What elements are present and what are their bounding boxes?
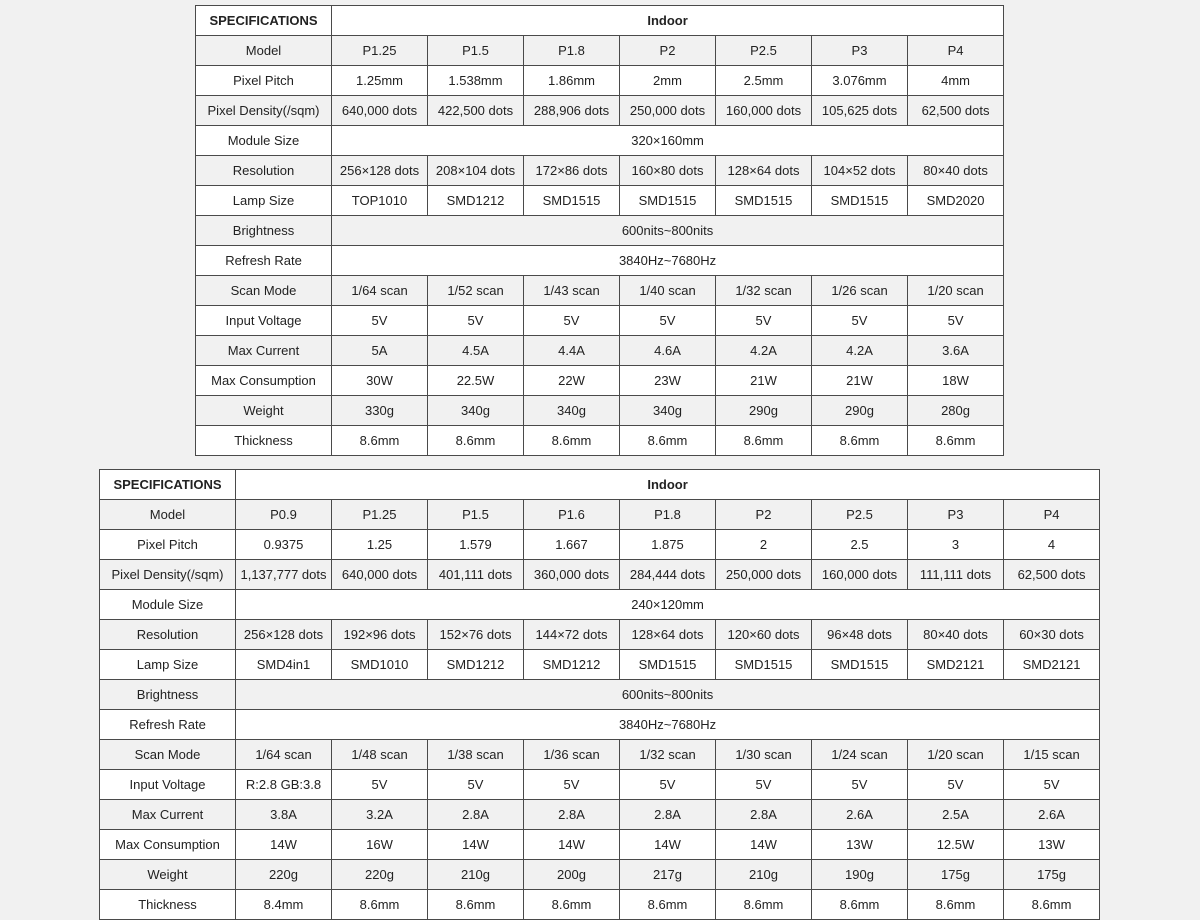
header-row	[196, 6, 1004, 36]
value-cell: 5V	[524, 770, 620, 800]
spanning-value-cell: 3840Hz~7680Hz	[332, 246, 1004, 276]
value-cell: 1/32 scan	[620, 740, 716, 770]
value-cell: 640,000 dots	[332, 560, 428, 590]
value-cell: 5V	[716, 306, 812, 336]
spanning-value-cell: 600nits~800nits	[332, 216, 1004, 246]
value-cell: 5V	[812, 770, 908, 800]
row-input-voltage	[100, 770, 1100, 800]
row-input-voltage	[196, 306, 1004, 336]
value-cell: 1/20 scan	[908, 276, 1004, 306]
value-cell: 1/32 scan	[716, 276, 812, 306]
value-cell: 8.6mm	[812, 890, 908, 920]
row-pixel-pitch	[100, 530, 1100, 560]
row-label: Pixel Pitch	[100, 530, 236, 560]
value-cell: 1.579	[428, 530, 524, 560]
value-cell: 22W	[524, 366, 620, 396]
spanning-value-cell: 3840Hz~7680Hz	[236, 710, 1100, 740]
value-cell: 14W	[428, 830, 524, 860]
row-weight	[196, 396, 1004, 426]
row-label: Lamp Size	[196, 186, 332, 216]
value-cell: 5V	[908, 306, 1004, 336]
value-cell: 330g	[332, 396, 428, 426]
value-cell: 1/24 scan	[812, 740, 908, 770]
row-label: Model	[100, 500, 236, 530]
value-cell: 120×60 dots	[716, 620, 812, 650]
row-model	[100, 500, 1100, 530]
value-cell: 290g	[812, 396, 908, 426]
value-cell: 30W	[332, 366, 428, 396]
value-cell: 5V	[332, 770, 428, 800]
value-cell: P4	[1004, 500, 1100, 530]
value-cell: P2.5	[716, 36, 812, 66]
value-cell: 2.5	[812, 530, 908, 560]
value-cell: 14W	[236, 830, 332, 860]
value-cell: 22.5W	[428, 366, 524, 396]
row-label: Scan Mode	[100, 740, 236, 770]
row-label: Resolution	[100, 620, 236, 650]
row-refresh-rate	[100, 710, 1100, 740]
value-cell: 4.6A	[620, 336, 716, 366]
row-label: Weight	[100, 860, 236, 890]
value-cell: 2mm	[620, 66, 716, 96]
value-cell: 250,000 dots	[716, 560, 812, 590]
row-label: Thickness	[196, 426, 332, 456]
value-cell: 152×76 dots	[428, 620, 524, 650]
value-cell: 62,500 dots	[1004, 560, 1100, 590]
row-module-size	[100, 590, 1100, 620]
value-cell: SMD1515	[812, 650, 908, 680]
value-cell: 256×128 dots	[236, 620, 332, 650]
row-label: Pixel Density(/sqm)	[100, 560, 236, 590]
row-max-current	[196, 336, 1004, 366]
value-cell: SMD1515	[812, 186, 908, 216]
row-lamp-size	[100, 650, 1100, 680]
row-label: Scan Mode	[196, 276, 332, 306]
value-cell: 1.538mm	[428, 66, 524, 96]
value-cell: 2.8A	[524, 800, 620, 830]
value-cell: 21W	[812, 366, 908, 396]
row-resolution	[100, 620, 1100, 650]
value-cell: 5V	[812, 306, 908, 336]
value-cell: 5V	[620, 306, 716, 336]
value-cell: 1.25mm	[332, 66, 428, 96]
row-brightness	[100, 680, 1100, 710]
value-cell: 5V	[908, 770, 1004, 800]
value-cell: P3	[908, 500, 1004, 530]
row-max-consumption	[196, 366, 1004, 396]
row-label: Input Voltage	[100, 770, 236, 800]
value-cell: 160,000 dots	[812, 560, 908, 590]
value-cell: 62,500 dots	[908, 96, 1004, 126]
value-cell: 14W	[620, 830, 716, 860]
value-cell: 21W	[716, 366, 812, 396]
row-scan-mode	[196, 276, 1004, 306]
row-max-consumption	[100, 830, 1100, 860]
value-cell: R:2.8 GB:3.8	[236, 770, 332, 800]
value-cell: SMD1515	[524, 186, 620, 216]
value-cell: 128×64 dots	[716, 156, 812, 186]
value-cell: SMD1212	[524, 650, 620, 680]
value-cell: P1.25	[332, 500, 428, 530]
value-cell: 2.5A	[908, 800, 1004, 830]
value-cell: 8.6mm	[620, 890, 716, 920]
value-cell: 4mm	[908, 66, 1004, 96]
row-module-size	[196, 126, 1004, 156]
value-cell: 8.6mm	[716, 426, 812, 456]
value-cell: 1/20 scan	[908, 740, 1004, 770]
value-cell: 8.6mm	[716, 890, 812, 920]
value-cell: P2.5	[812, 500, 908, 530]
value-cell: 4.2A	[812, 336, 908, 366]
value-cell: 3	[908, 530, 1004, 560]
row-label: Module Size	[100, 590, 236, 620]
value-cell: 12.5W	[908, 830, 1004, 860]
value-cell: P1.6	[524, 500, 620, 530]
value-cell: 288,906 dots	[524, 96, 620, 126]
value-cell: 5V	[332, 306, 428, 336]
value-cell: 1/43 scan	[524, 276, 620, 306]
row-label: Refresh Rate	[196, 246, 332, 276]
value-cell: 1,137,777 dots	[236, 560, 332, 590]
value-cell: 2.5mm	[716, 66, 812, 96]
value-cell: 1/36 scan	[524, 740, 620, 770]
value-cell: 3.8A	[236, 800, 332, 830]
spanning-value-cell: 600nits~800nits	[236, 680, 1100, 710]
value-cell: 104×52 dots	[812, 156, 908, 186]
value-cell: 8.6mm	[620, 426, 716, 456]
value-cell: 5V	[524, 306, 620, 336]
specifications-header: SPECIFICATIONS	[100, 470, 236, 500]
value-cell: 8.6mm	[524, 890, 620, 920]
value-cell: 1/15 scan	[1004, 740, 1100, 770]
value-cell: 1/30 scan	[716, 740, 812, 770]
value-cell: P2	[716, 500, 812, 530]
value-cell: 111,111 dots	[908, 560, 1004, 590]
value-cell: 13W	[1004, 830, 1100, 860]
value-cell: 422,500 dots	[428, 96, 524, 126]
row-pixel-pitch	[196, 66, 1004, 96]
value-cell: 4.5A	[428, 336, 524, 366]
value-cell: 3.076mm	[812, 66, 908, 96]
value-cell: 1/64 scan	[332, 276, 428, 306]
value-cell: SMD1515	[620, 650, 716, 680]
value-cell: SMD1515	[716, 186, 812, 216]
value-cell: 220g	[332, 860, 428, 890]
value-cell: 8.6mm	[908, 890, 1004, 920]
spec-table-p1	[195, 5, 1004, 456]
value-cell: P3	[812, 36, 908, 66]
value-cell: 14W	[524, 830, 620, 860]
value-cell: 160×80 dots	[620, 156, 716, 186]
value-cell: 4.4A	[524, 336, 620, 366]
environment-header: Indoor	[332, 6, 1004, 36]
value-cell: 1/26 scan	[812, 276, 908, 306]
row-refresh-rate	[196, 246, 1004, 276]
row-label: Weight	[196, 396, 332, 426]
value-cell: 1.875	[620, 530, 716, 560]
value-cell: 4.2A	[716, 336, 812, 366]
value-cell: 8.6mm	[428, 890, 524, 920]
row-label: Pixel Pitch	[196, 66, 332, 96]
value-cell: SMD1212	[428, 650, 524, 680]
row-label: Brightness	[100, 680, 236, 710]
value-cell: 80×40 dots	[908, 156, 1004, 186]
value-cell: 16W	[332, 830, 428, 860]
value-cell: SMD1515	[716, 650, 812, 680]
value-cell: 1/64 scan	[236, 740, 332, 770]
row-label: Thickness	[100, 890, 236, 920]
row-brightness	[196, 216, 1004, 246]
value-cell: 1/38 scan	[428, 740, 524, 770]
value-cell: SMD2121	[1004, 650, 1100, 680]
value-cell: 1/48 scan	[332, 740, 428, 770]
value-cell: 5V	[1004, 770, 1100, 800]
value-cell: SMD1212	[428, 186, 524, 216]
row-thickness	[196, 426, 1004, 456]
value-cell: 1.86mm	[524, 66, 620, 96]
value-cell: 60×30 dots	[1004, 620, 1100, 650]
value-cell: 1/40 scan	[620, 276, 716, 306]
row-pixel-density	[196, 96, 1004, 126]
value-cell: SMD4in1	[236, 650, 332, 680]
spanning-value-cell: 240×120mm	[236, 590, 1100, 620]
value-cell: 8.6mm	[428, 426, 524, 456]
value-cell: 1.25	[332, 530, 428, 560]
value-cell: 340g	[620, 396, 716, 426]
value-cell: 144×72 dots	[524, 620, 620, 650]
value-cell: 8.4mm	[236, 890, 332, 920]
row-label: Module Size	[196, 126, 332, 156]
value-cell: 1.667	[524, 530, 620, 560]
value-cell: 208×104 dots	[428, 156, 524, 186]
value-cell: 2	[716, 530, 812, 560]
value-cell: 18W	[908, 366, 1004, 396]
value-cell: 2.6A	[812, 800, 908, 830]
value-cell: 360,000 dots	[524, 560, 620, 590]
value-cell: 210g	[716, 860, 812, 890]
value-cell: 96×48 dots	[812, 620, 908, 650]
value-cell: 5V	[620, 770, 716, 800]
value-cell: 4	[1004, 530, 1100, 560]
value-cell: 105,625 dots	[812, 96, 908, 126]
value-cell: P2	[620, 36, 716, 66]
value-cell: 3.6A	[908, 336, 1004, 366]
row-label: Max Current	[196, 336, 332, 366]
value-cell: 8.6mm	[332, 426, 428, 456]
value-cell: 340g	[428, 396, 524, 426]
value-cell: P1.25	[332, 36, 428, 66]
row-label: Brightness	[196, 216, 332, 246]
value-cell: 280g	[908, 396, 1004, 426]
value-cell: 190g	[812, 860, 908, 890]
row-pixel-density	[100, 560, 1100, 590]
value-cell: 8.6mm	[1004, 890, 1100, 920]
value-cell: P4	[908, 36, 1004, 66]
value-cell: 5V	[428, 306, 524, 336]
value-cell: 14W	[716, 830, 812, 860]
value-cell: P1.8	[524, 36, 620, 66]
value-cell: SMD2121	[908, 650, 1004, 680]
value-cell: 2.8A	[428, 800, 524, 830]
spec-table-p2	[99, 469, 1100, 920]
value-cell: 1/52 scan	[428, 276, 524, 306]
row-label: Pixel Density(/sqm)	[196, 96, 332, 126]
value-cell: 175g	[1004, 860, 1100, 890]
value-cell: 175g	[908, 860, 1004, 890]
row-label: Max Consumption	[196, 366, 332, 396]
value-cell: 8.6mm	[812, 426, 908, 456]
value-cell: SMD1515	[620, 186, 716, 216]
value-cell: 80×40 dots	[908, 620, 1004, 650]
value-cell: TOP1010	[332, 186, 428, 216]
value-cell: 284,444 dots	[620, 560, 716, 590]
value-cell: 2.8A	[716, 800, 812, 830]
value-cell: SMD2020	[908, 186, 1004, 216]
value-cell: 128×64 dots	[620, 620, 716, 650]
value-cell: P1.5	[428, 500, 524, 530]
row-max-current	[100, 800, 1100, 830]
row-label: Resolution	[196, 156, 332, 186]
value-cell: 8.6mm	[332, 890, 428, 920]
row-scan-mode	[100, 740, 1100, 770]
value-cell: 172×86 dots	[524, 156, 620, 186]
row-label: Max Current	[100, 800, 236, 830]
value-cell: 3.2A	[332, 800, 428, 830]
value-cell: 250,000 dots	[620, 96, 716, 126]
row-label: Max Consumption	[100, 830, 236, 860]
value-cell: 210g	[428, 860, 524, 890]
value-cell: 2.6A	[1004, 800, 1100, 830]
value-cell: 5V	[716, 770, 812, 800]
row-label: Refresh Rate	[100, 710, 236, 740]
value-cell: 640,000 dots	[332, 96, 428, 126]
value-cell: P1.8	[620, 500, 716, 530]
row-thickness	[100, 890, 1100, 920]
row-model	[196, 36, 1004, 66]
value-cell: 13W	[812, 830, 908, 860]
spanning-value-cell: 320×160mm	[332, 126, 1004, 156]
row-label: Input Voltage	[196, 306, 332, 336]
value-cell: 200g	[524, 860, 620, 890]
value-cell: 2.8A	[620, 800, 716, 830]
value-cell: 5A	[332, 336, 428, 366]
value-cell: 217g	[620, 860, 716, 890]
value-cell: 8.6mm	[908, 426, 1004, 456]
row-lamp-size	[196, 186, 1004, 216]
value-cell: SMD1010	[332, 650, 428, 680]
environment-header: Indoor	[236, 470, 1100, 500]
value-cell: 192×96 dots	[332, 620, 428, 650]
row-label: Model	[196, 36, 332, 66]
row-weight	[100, 860, 1100, 890]
value-cell: 340g	[524, 396, 620, 426]
value-cell: 160,000 dots	[716, 96, 812, 126]
value-cell: 23W	[620, 366, 716, 396]
value-cell: 5V	[428, 770, 524, 800]
value-cell: 256×128 dots	[332, 156, 428, 186]
specifications-header: SPECIFICATIONS	[196, 6, 332, 36]
value-cell: 290g	[716, 396, 812, 426]
value-cell: 220g	[236, 860, 332, 890]
row-resolution	[196, 156, 1004, 186]
header-row	[100, 470, 1100, 500]
value-cell: 8.6mm	[524, 426, 620, 456]
value-cell: 401,111 dots	[428, 560, 524, 590]
value-cell: P0.9	[236, 500, 332, 530]
value-cell: P1.5	[428, 36, 524, 66]
value-cell: 0.9375	[236, 530, 332, 560]
row-label: Lamp Size	[100, 650, 236, 680]
